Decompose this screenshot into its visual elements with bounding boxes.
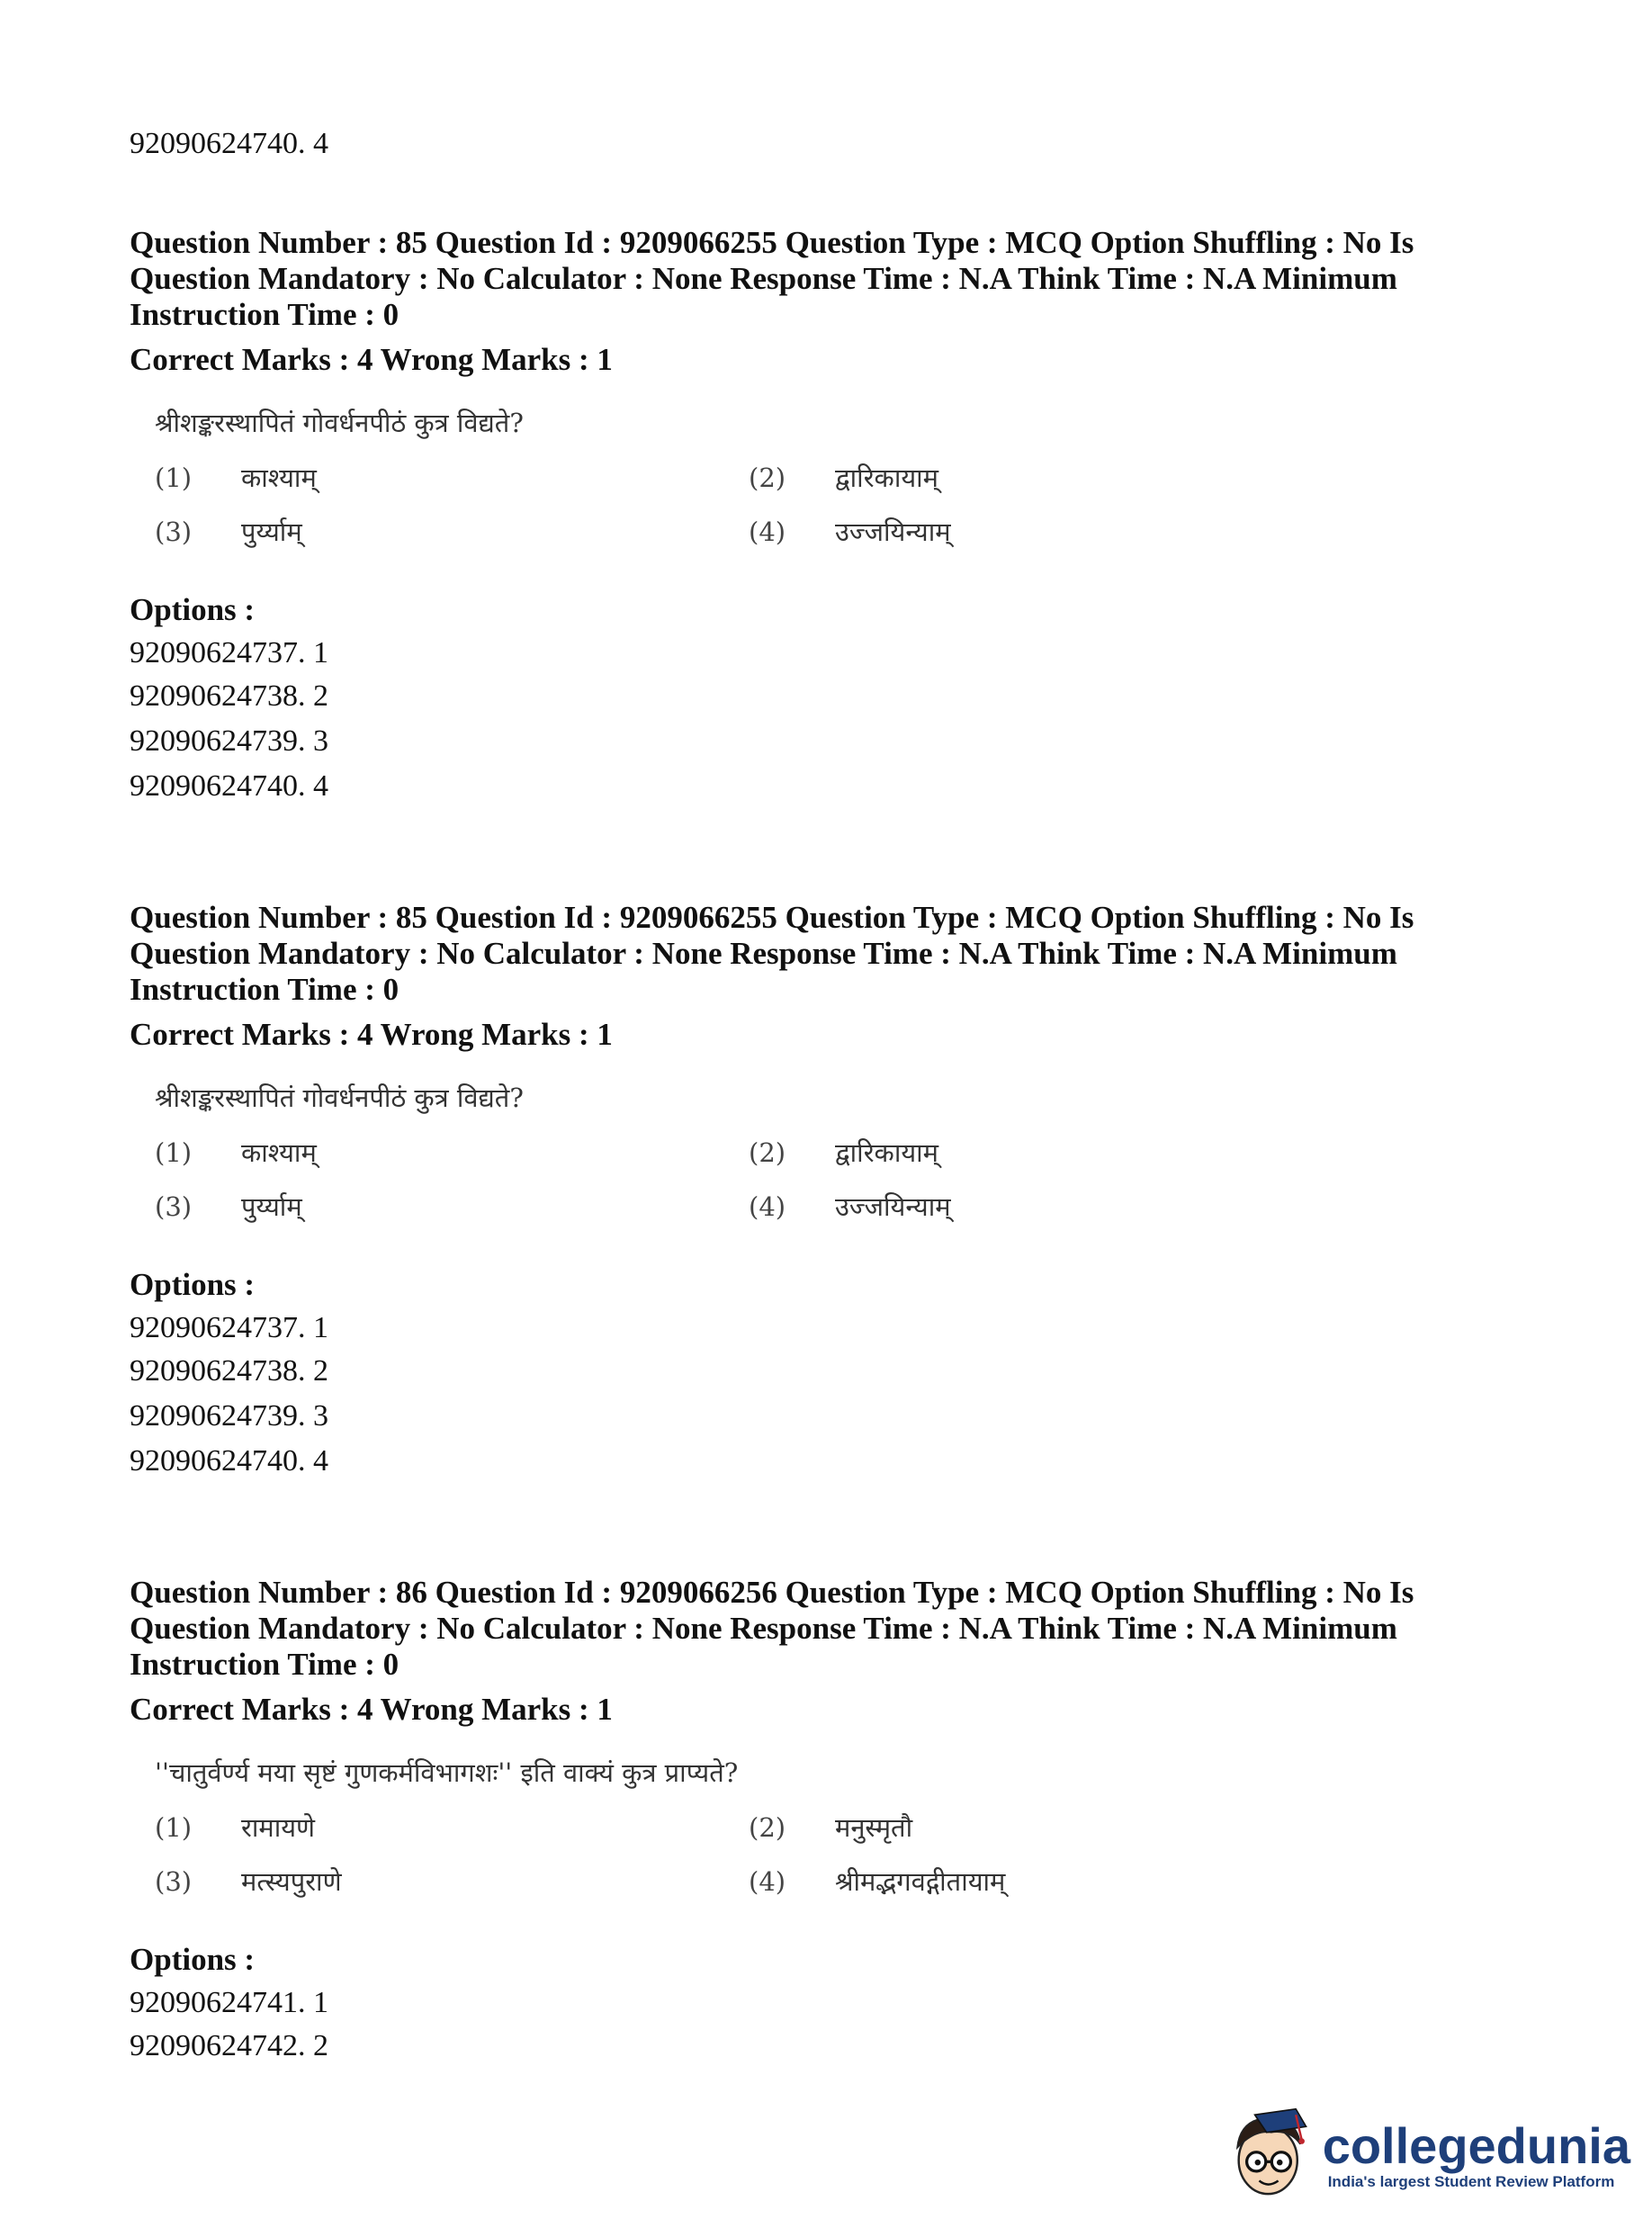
choice-number: (4): [749, 517, 786, 547]
mascot-icon: [1226, 2097, 1314, 2214]
choice-text: रामायणे: [241, 1812, 316, 1843]
choice-grid: [155, 1810, 1533, 1899]
option-line: 92090624742. 2: [130, 2029, 328, 2062]
logo-tagline: India's largest Student Review Platform: [1327, 2173, 1615, 2190]
choice-item: [155, 1810, 749, 1845]
choice-number: (2): [749, 1137, 786, 1168]
choice-item: [749, 1136, 1109, 1170]
choice-number: (4): [749, 1866, 786, 1897]
choice-text: काश्याम्: [241, 463, 317, 493]
choice-text: द्वारिकायाम्: [835, 1137, 939, 1168]
question-header-line: Question Mandatory : No Calculator : None Response Time : N.A Think Time : N.A Minimum: [130, 1611, 1397, 1646]
option-line: 92090624738. 2: [130, 1354, 328, 1388]
option-line: 92090624740. 4: [130, 1444, 328, 1478]
choice-number: (1): [155, 1812, 193, 1843]
choice-number: (2): [749, 463, 786, 493]
choice-text: पुर्य्याम्: [241, 1191, 302, 1222]
choice-grid: [155, 1136, 1533, 1224]
choice-item: [749, 1864, 1109, 1899]
option-line: 92090624740. 4: [130, 127, 328, 160]
choice-item: [749, 461, 1109, 495]
logo-text: [1323, 2119, 1630, 2191]
choice-item: [749, 515, 1109, 549]
question-header-line: Question Number : 85 Question Id : 9209066255 Question Type : MCQ Option Shuffling : No Is: [130, 225, 1414, 260]
choice-number: (4): [749, 1191, 786, 1222]
choice-number: (3): [155, 1866, 193, 1897]
question-header-line: Instruction Time : 0: [130, 972, 400, 1007]
option-line: 92090624740. 4: [130, 769, 328, 803]
choice-number: (3): [155, 517, 193, 547]
options-label: Options :: [130, 592, 256, 627]
question-image: [155, 405, 1533, 549]
choice-item: [155, 461, 749, 495]
question-text: श्रीशङ्करस्थापितं गोवर्धनपीठं कुत्र विद्यते?: [155, 408, 524, 438]
choice-text: पुर्य्याम्: [241, 517, 302, 547]
choice-number: (3): [155, 1191, 193, 1222]
option-line: 92090624739. 3: [130, 724, 328, 758]
choice-text: श्रीमद्भगवद्गीतायाम्: [835, 1866, 1006, 1897]
choice-item: [155, 1136, 749, 1170]
option-line: 92090624739. 3: [130, 1399, 328, 1433]
choice-text: उज्जयिन्याम्: [835, 1191, 951, 1222]
collegedunia-logo[interactable]: [1226, 2097, 1630, 2214]
choice-text: काश्याम्: [241, 1137, 317, 1168]
question-header-line: Question Number : 85 Question Id : 9209066255 Question Type : MCQ Option Shuffling : No Is: [130, 900, 1414, 935]
choice-text: उज्जयिन्याम्: [835, 517, 951, 547]
question-header-line: Question Mandatory : No Calculator : None Response Time : N.A Think Time : N.A Minimum: [130, 261, 1397, 296]
option-line: 92090624738. 2: [130, 679, 328, 713]
choice-number: (1): [155, 463, 193, 493]
option-line: 92090624737. 1: [130, 1311, 328, 1344]
choice-item: [155, 1864, 749, 1899]
choice-text: मनुस्मृतौ: [835, 1812, 913, 1843]
question-text: ''चातुर्वर्ण्य मया सृष्टं गुणकर्मविभागशः'' इति वाक्यं कुत्र प्राप्यते?: [155, 1757, 739, 1788]
choice-item: [749, 1190, 1109, 1224]
choice-grid: [155, 461, 1533, 549]
choice-item: [749, 1810, 1109, 1845]
marks-line: Correct Marks : 4 Wrong Marks : 1: [130, 1017, 613, 1052]
choice-text: द्वारिकायाम्: [835, 463, 939, 493]
choice-text: मत्स्यपुराणे: [241, 1866, 342, 1897]
choice-number: (1): [155, 1137, 193, 1168]
marks-line: Correct Marks : 4 Wrong Marks : 1: [130, 1692, 613, 1727]
options-label: Options :: [130, 1942, 256, 1977]
question-header-line: Question Number : 86 Question Id : 9209066256 Question Type : MCQ Option Shuffling : No Is: [130, 1575, 1414, 1610]
question-header-line: Instruction Time : 0: [130, 297, 400, 332]
choice-item: [155, 1190, 749, 1224]
marks-line: Correct Marks : 4 Wrong Marks : 1: [130, 342, 613, 377]
option-line: 92090624737. 1: [130, 636, 328, 669]
question-image: [155, 1755, 1533, 1899]
question-block: [130, 1575, 1533, 2064]
question-block: [130, 900, 1533, 1479]
choice-item: [155, 515, 749, 549]
logo-name: collegedunia: [1322, 2117, 1630, 2174]
option-line: 92090624741. 1: [130, 1986, 328, 2019]
choice-number: (2): [749, 1812, 786, 1843]
options-label: Options :: [130, 1267, 256, 1302]
question-header-line: Instruction Time : 0: [130, 1647, 400, 1682]
question-image: [155, 1080, 1533, 1224]
question-block: [130, 225, 1533, 804]
question-header-line: Question Mandatory : No Calculator : None Response Time : N.A Think Time : N.A Minimum: [130, 936, 1397, 971]
question-text: श्रीशङ्करस्थापितं गोवर्धनपीठं कुत्र विद्यते?: [155, 1083, 524, 1113]
